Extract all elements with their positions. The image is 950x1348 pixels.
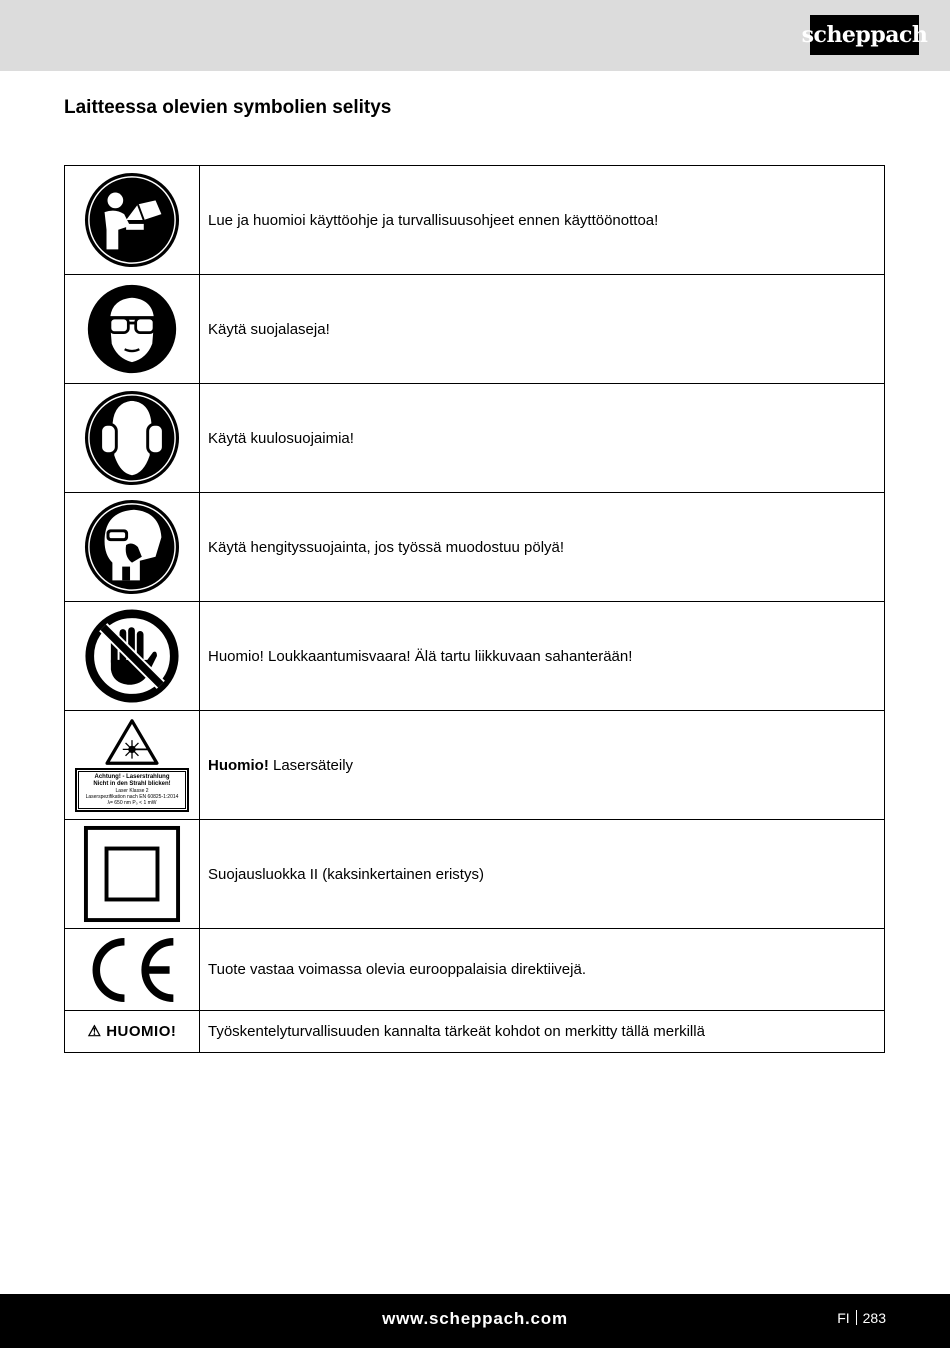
laser-label-line: Laser Klasse 2: [115, 788, 149, 794]
row-text-main: Huomio! Loukkaantumisvaara! Älä tartu liikkuvaan sahanterään!: [208, 647, 633, 665]
row-text: [200, 602, 885, 711]
safety-goggles-icon: [86, 283, 178, 375]
row-text: [200, 711, 885, 820]
laser-label-line: Achtung! - Laserstrahlung: [94, 774, 170, 780]
separator: [856, 1310, 857, 1325]
page-title: Laitteessa olevien symbolien selitys: [64, 97, 392, 118]
table-row: [65, 493, 885, 602]
no-hand-icon: [84, 608, 180, 704]
row-text: Suojausluokka II (kaksinkertainen eristys): [200, 820, 885, 929]
table-row: [65, 820, 885, 929]
laser-warning-label: [75, 768, 189, 812]
table-row: [65, 166, 885, 275]
row-text: Tuote vastaa voimassa olevia eurooppalaisia direktiivejä.: [200, 929, 885, 1011]
laser-label-line: λ= 650 nm P₀ < 1 mW: [107, 800, 157, 806]
row-text: Käytä hengityssuojainta, jos työssä muodostuu pölyä!: [200, 493, 885, 602]
symbols-table: [64, 165, 885, 1053]
footer-website: www.scheppach.com: [382, 1309, 568, 1328]
warning-triangle-icon: ⚠ HUOMIO!: [87, 1023, 177, 1040]
language-code: FI: [837, 1310, 850, 1326]
table-row: [65, 384, 885, 493]
row-text: Käytä kuulosuojaimia!: [200, 384, 885, 493]
table-row: [65, 275, 885, 384]
table-row: [65, 929, 885, 1011]
footer: [0, 1294, 950, 1348]
ear-protection-icon: [83, 389, 181, 487]
page-number: [837, 1310, 886, 1326]
scheppach-logo: scheppach: [810, 15, 919, 55]
laser-label-line: Laserspezifikation nach EN 60825-1:2014: [85, 794, 179, 800]
row-text: Käytä suojalaseja!: [200, 275, 885, 384]
row-text-main: Lasersäteily: [273, 756, 354, 774]
table-row: [65, 602, 885, 711]
table-row: [65, 711, 885, 820]
ce-mark-icon: [85, 936, 179, 1004]
row-text-bold: Huomio!: [208, 756, 269, 774]
laser-warning-icon: [104, 718, 160, 766]
respirator-icon: [83, 498, 181, 596]
row-text: Lue ja huomioi käyttöohje ja turvallisuusohjeet ennen käyttöönottoa!: [200, 166, 885, 275]
page-num: 283: [862, 1310, 886, 1326]
table-row: [65, 1011, 885, 1053]
read-manual-icon: [83, 171, 181, 269]
laser-label-line: Nicht in den Strahl blicken!: [93, 781, 171, 787]
protection-class-2-icon: [83, 825, 181, 923]
row-text: Työskentelyturvallisuuden kannalta tärkeät kohdot on merkitty tällä merkillä: [200, 1011, 885, 1053]
